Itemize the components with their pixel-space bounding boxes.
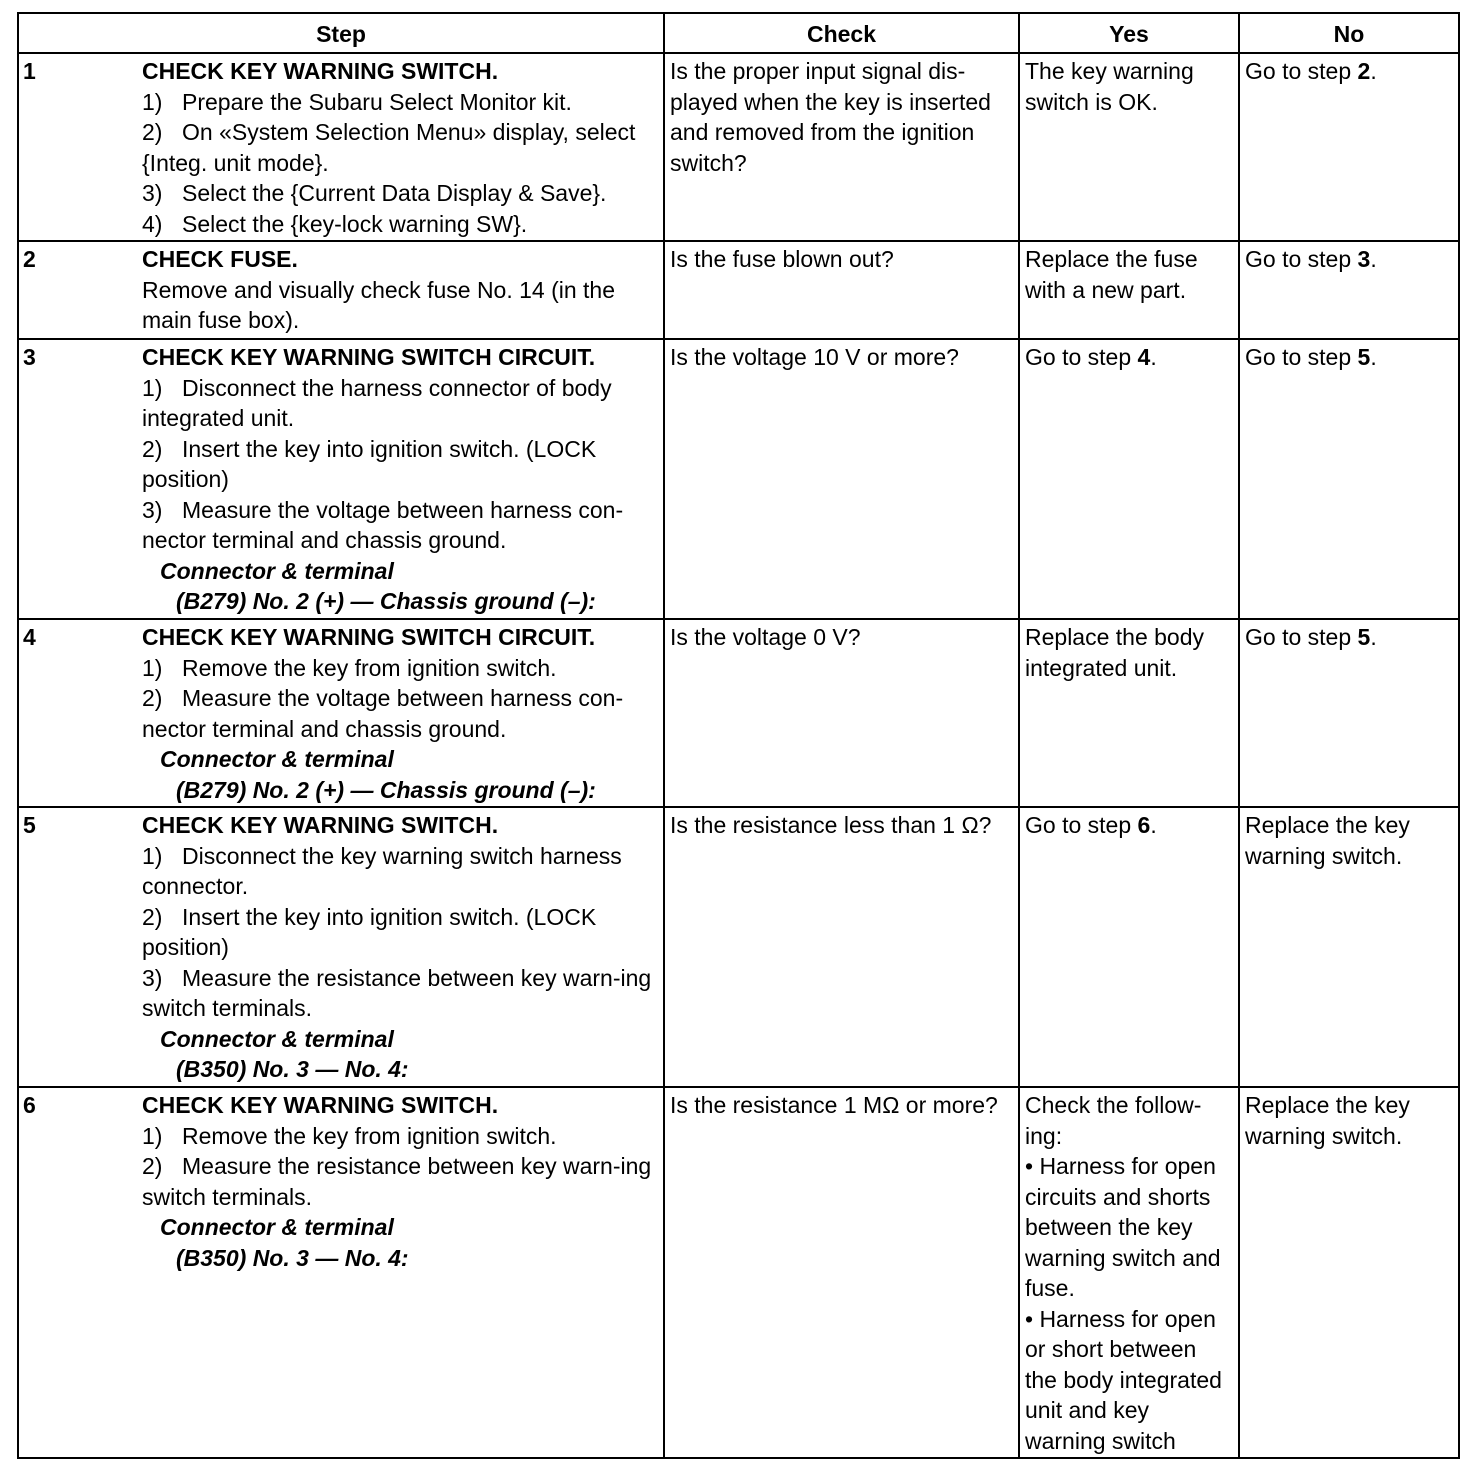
table-row (18, 807, 1459, 1087)
connector-value: (B279) No. 2 (+) — Chassis ground (–): (176, 588, 596, 614)
no-text (1245, 620, 1453, 653)
step-substep (142, 178, 662, 209)
step-cell (18, 619, 664, 807)
step-body (142, 244, 662, 336)
no-cell (1239, 619, 1459, 807)
no-cell (1239, 241, 1459, 339)
substep-text: On «System Selection Menu» display, select {Integ. unit mode}. (142, 119, 636, 176)
check-text: Is the voltage 0 V? (670, 624, 861, 650)
no-text: Replace the key warning switch. (1245, 812, 1410, 869)
yes-cell (1019, 807, 1239, 1087)
diagnostic-table (17, 12, 1460, 1459)
step-title: CHECK KEY WARNING SWITCH CIRCUIT. (142, 624, 596, 650)
step-body (142, 622, 662, 805)
check-text: Is the fuse blown out? (670, 246, 894, 272)
substep-text: Prepare the Subaru Select Monitor kit. (182, 88, 572, 115)
step-substep (142, 495, 662, 556)
step-cell (18, 1087, 664, 1458)
step-cell (18, 241, 664, 339)
substep-text: Select the {Current Data Display & Save}. (182, 180, 607, 206)
substep-text: Measure the resistance between key warn-ing switch terminals. (142, 964, 652, 1021)
table-header-row (18, 13, 1459, 53)
table-row (18, 339, 1459, 619)
yes-text (1025, 808, 1233, 841)
connector-value: (B279) No. 2 (+) — Chassis ground (–): (176, 776, 596, 803)
substep-text: Insert the key into ignition switch. (LOCK position) (142, 903, 597, 960)
yes-text: The key warning switch is OK. (1025, 58, 1194, 115)
header-yes: Yes (1019, 13, 1239, 53)
step-substep (142, 963, 662, 1024)
substep-index: 2) (142, 1153, 163, 1179)
step-substep (142, 1121, 662, 1152)
substep-text: Measure the voltage between harness con-nector terminal and chassis ground. (142, 496, 624, 553)
yes-text: Replace the fuse with a new part. (1025, 246, 1198, 303)
yes-step-number: 6 (1137, 812, 1151, 838)
step-substep (142, 117, 662, 178)
table-row (18, 241, 1459, 339)
no-text (1245, 54, 1453, 87)
no-step-number: 2 (1357, 58, 1371, 84)
step-title: CHECK KEY WARNING SWITCH. (142, 812, 499, 838)
substep-text: Insert the key into ignition switch. (LOCK position) (142, 435, 597, 492)
substep-text: Remove the key from ignition switch. (182, 1122, 557, 1149)
header-step: Step (18, 13, 664, 53)
step-number: 1 (23, 58, 36, 84)
table-row (18, 619, 1459, 807)
no-suffix: . (1370, 58, 1377, 84)
step-cell (18, 339, 664, 619)
yes-cell (1019, 1087, 1239, 1458)
no-step-number: 5 (1357, 344, 1371, 370)
step-title: CHECK FUSE. (142, 246, 298, 272)
no-text (1245, 340, 1453, 373)
step-body (142, 342, 662, 617)
check-cell (664, 241, 1019, 339)
substep-text: Remove the key from ignition switch. (182, 654, 557, 681)
no-text: Replace the key warning switch. (1245, 1092, 1410, 1149)
check-cell (664, 619, 1019, 807)
substep-index: 2) (142, 119, 163, 145)
substep-index: 1) (142, 842, 163, 869)
step-title: CHECK KEY WARNING SWITCH. (142, 1092, 499, 1118)
yes-bullet: • Harness for open circuits and shorts between the key warning switch and fuse. (1025, 1153, 1221, 1301)
substep-index: 1) (142, 374, 163, 401)
check-text: Is the proper input signal dis-played when the key is inserted and removed from the ignition switch? (670, 58, 991, 176)
substep-index: 1) (142, 1122, 163, 1149)
yes-intro: Check the follow-ing: (1025, 1092, 1202, 1149)
diagnostic-page (17, 12, 1458, 1459)
substep-index: 1) (142, 654, 163, 681)
check-text: Is the resistance 1 MΩ or more? (670, 1092, 998, 1118)
header-check: Check (664, 13, 1019, 53)
no-prefix: Go to step (1245, 246, 1358, 272)
check-text: Is the resistance less than 1 Ω? (670, 812, 992, 838)
substep-index: 2) (142, 903, 163, 930)
substep-index: 3) (142, 496, 163, 523)
step-number: 3 (23, 344, 36, 370)
yes-cell (1019, 241, 1239, 339)
substep-text: Select the {key-lock warning SW}. (182, 210, 528, 237)
check-text: Is the voltage 10 V or more? (670, 344, 959, 370)
check-cell (664, 339, 1019, 619)
substep-text: Measure the voltage between harness con-nector terminal and chassis ground. (142, 685, 624, 742)
no-step-number: 3 (1357, 246, 1371, 272)
connector-label: Connector & terminal (160, 557, 394, 584)
yes-text (1025, 340, 1233, 373)
substep-index: 3) (142, 180, 163, 206)
substep-index: 1) (142, 88, 163, 115)
no-cell (1239, 1087, 1459, 1458)
no-prefix: Go to step (1245, 344, 1358, 370)
substep-text: Disconnect the key warning switch harness connector. (142, 842, 622, 899)
step-number: 5 (23, 812, 36, 838)
substep-index: 2) (142, 435, 163, 462)
yes-prefix: Go to step (1025, 344, 1138, 370)
step-substep (142, 87, 662, 118)
connector-label: Connector & terminal (160, 1214, 394, 1240)
step-substep (142, 434, 662, 495)
step-substep (142, 1151, 662, 1212)
yes-bullet: • Harness for open or short between the body integrated unit and key warning switch (1025, 1305, 1222, 1454)
step-substep (142, 683, 662, 744)
step-body (142, 810, 662, 1085)
header-no: No (1239, 13, 1459, 53)
no-cell (1239, 53, 1459, 241)
no-cell (1239, 807, 1459, 1087)
step-cell (18, 807, 664, 1087)
step-substep (142, 902, 662, 963)
step-number: 4 (23, 624, 36, 650)
substep-text: Disconnect the harness connector of body integrated unit. (142, 374, 612, 431)
step-body (142, 1090, 662, 1273)
table-row (18, 1087, 1459, 1458)
substep-text: Measure the resistance between key warn-ing switch terminals. (142, 1153, 652, 1210)
step-substep (142, 653, 662, 684)
yes-suffix: . (1150, 344, 1157, 370)
connector-value: (B350) No. 3 — No. 4: (176, 1056, 409, 1082)
substep-index: 2) (142, 685, 163, 711)
yes-suffix: . (1150, 812, 1157, 838)
step-title: CHECK KEY WARNING SWITCH. (142, 58, 499, 84)
step-substep (142, 209, 662, 240)
check-cell (664, 807, 1019, 1087)
yes-text: Replace the body integrated unit. (1025, 624, 1205, 681)
yes-step-number: 4 (1137, 344, 1151, 370)
connector-value: (B350) No. 3 — No. 4: (176, 1244, 409, 1271)
step-plain-text: Remove and visually check fuse No. 14 (in the main fuse box). (142, 276, 616, 333)
no-cell (1239, 339, 1459, 619)
no-suffix: . (1370, 344, 1377, 370)
connector-label: Connector & terminal (160, 746, 394, 772)
check-cell (664, 53, 1019, 241)
step-substep (142, 373, 662, 434)
step-title: CHECK KEY WARNING SWITCH CIRCUIT. (142, 344, 596, 370)
yes-cell (1019, 339, 1239, 619)
no-prefix: Go to step (1245, 624, 1358, 650)
yes-prefix: Go to step (1025, 812, 1138, 838)
step-number: 2 (23, 246, 36, 272)
substep-index: 4) (142, 210, 163, 237)
no-text (1245, 242, 1453, 275)
yes-cell (1019, 53, 1239, 241)
step-cell (18, 53, 664, 241)
no-prefix: Go to step (1245, 58, 1358, 84)
substep-index: 3) (142, 964, 163, 991)
no-step-number: 5 (1357, 624, 1371, 650)
step-number: 6 (23, 1092, 36, 1118)
step-body (142, 56, 662, 239)
no-suffix: . (1370, 246, 1377, 272)
no-suffix: . (1370, 624, 1377, 650)
table-row (18, 53, 1459, 241)
check-cell (664, 1087, 1019, 1458)
yes-cell (1019, 619, 1239, 807)
connector-label: Connector & terminal (160, 1025, 394, 1052)
step-substep (142, 841, 662, 902)
